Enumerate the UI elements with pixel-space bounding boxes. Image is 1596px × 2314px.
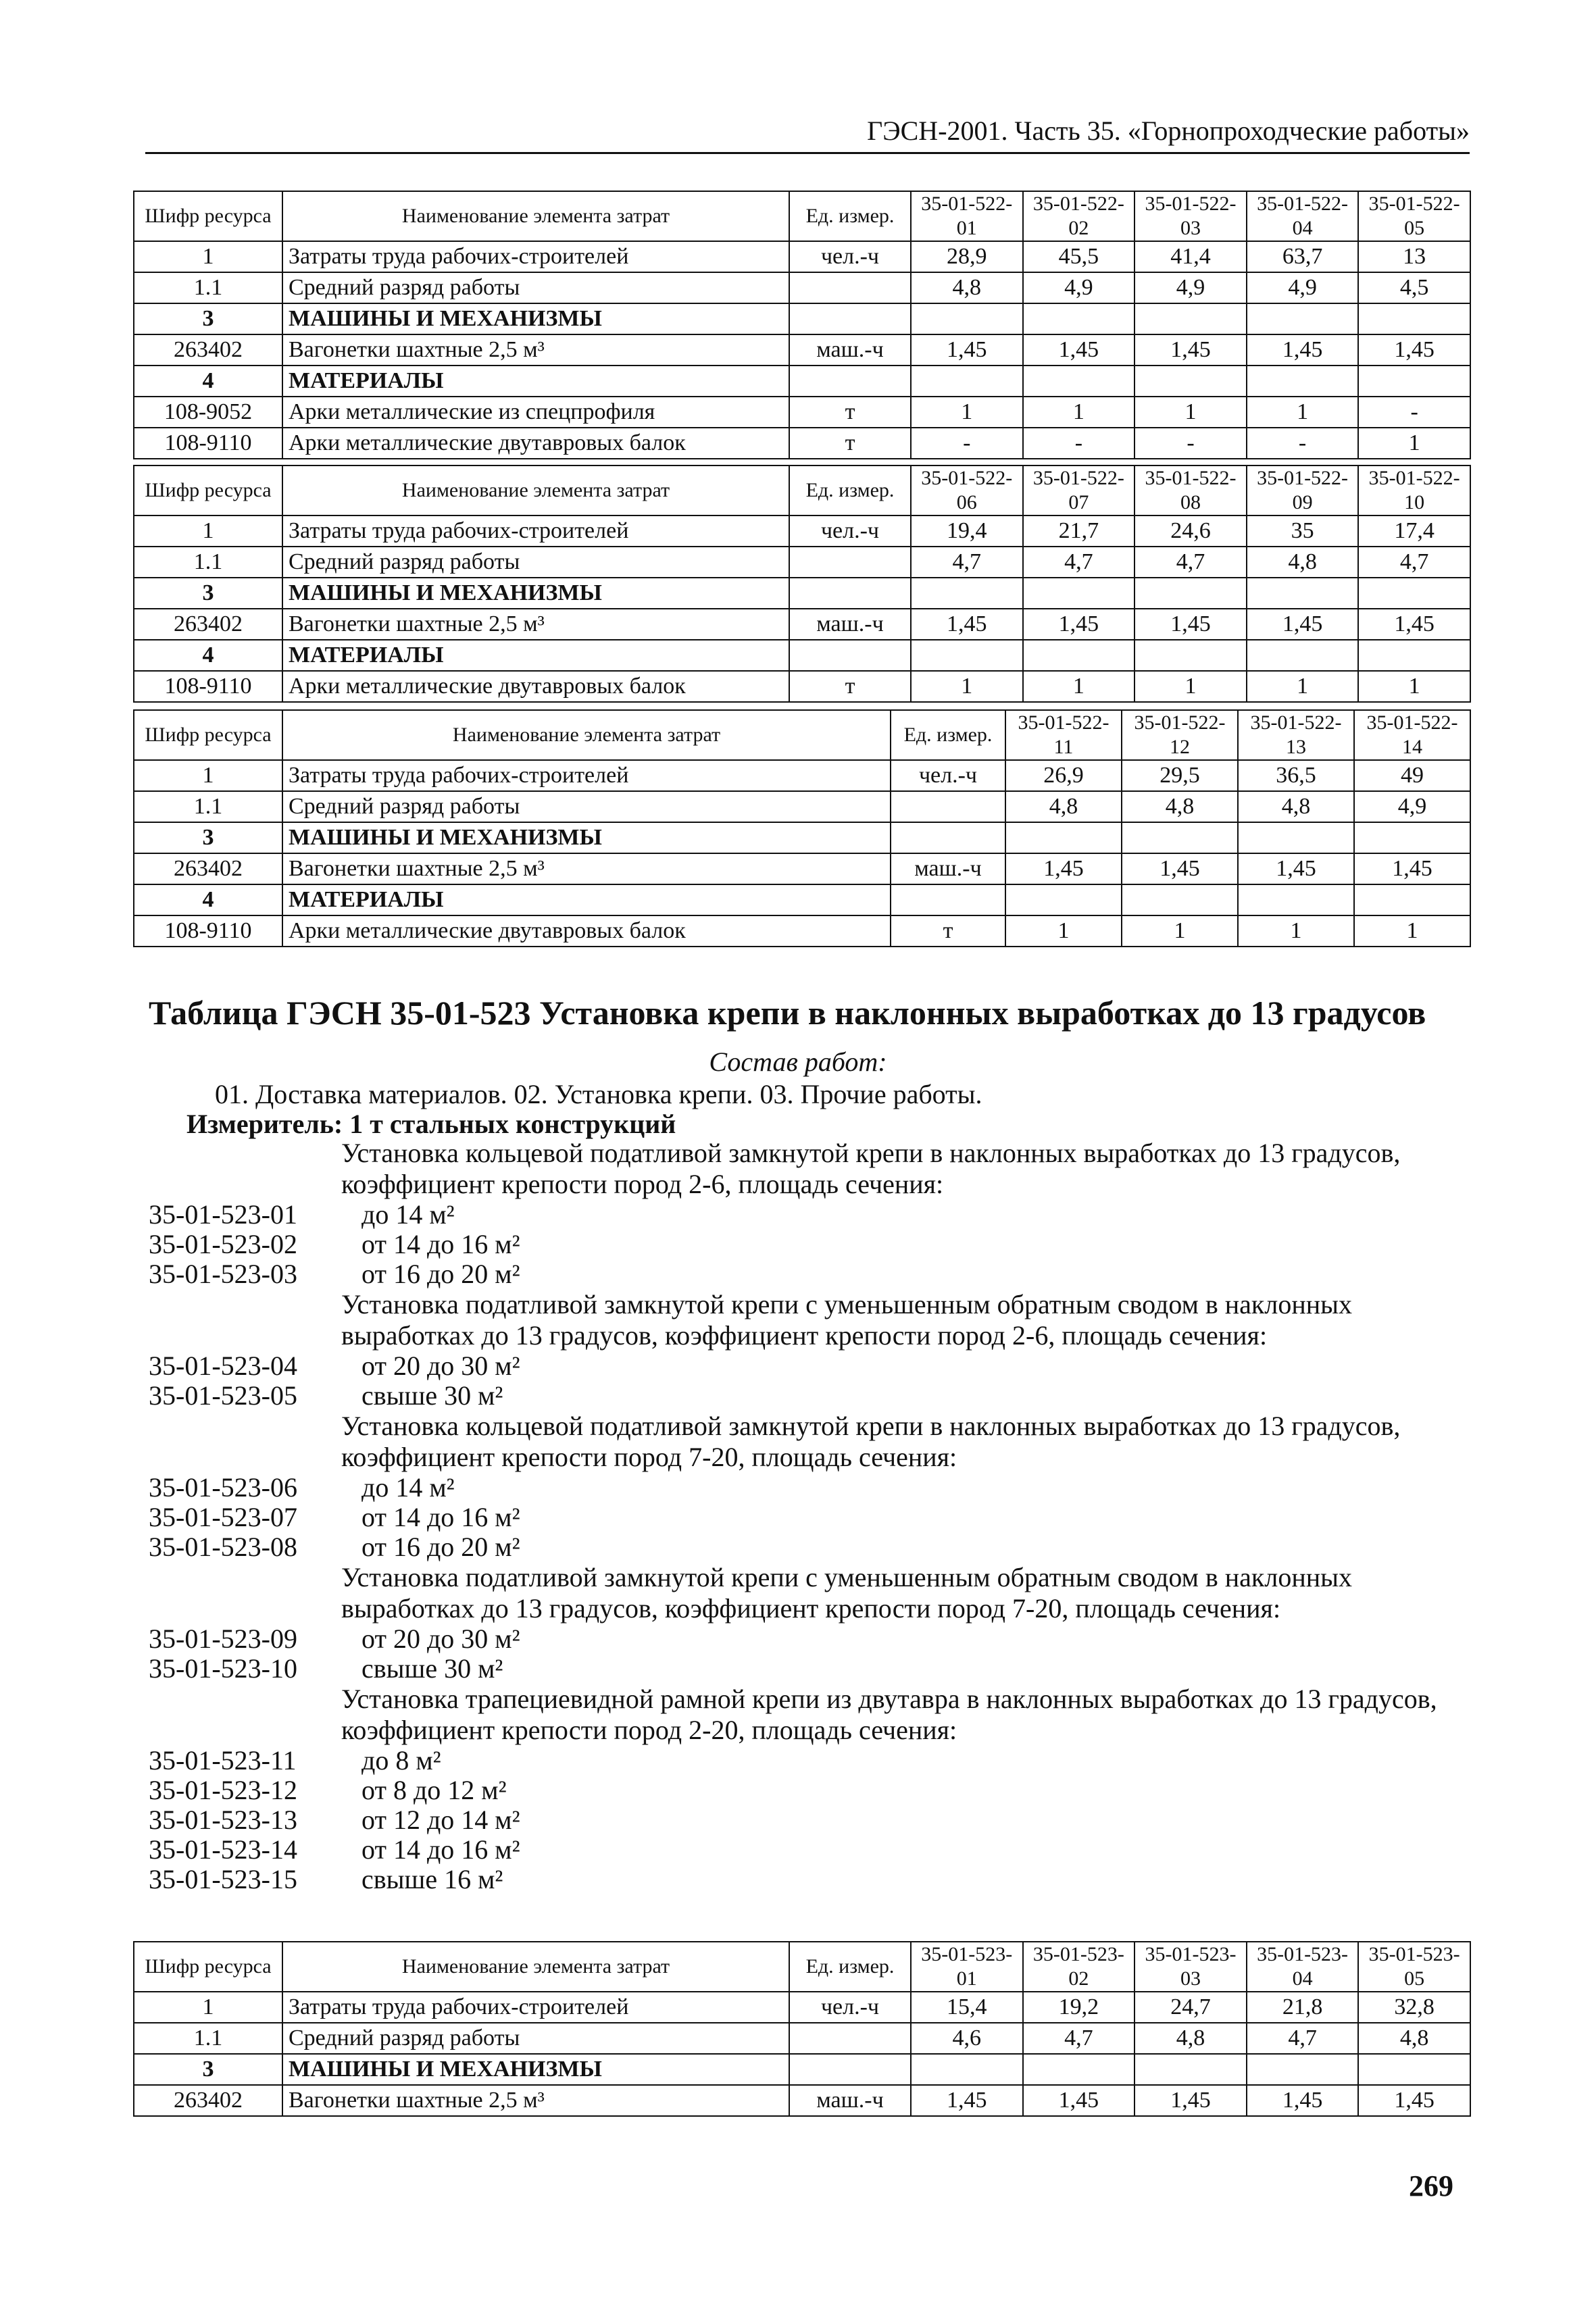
unit-of-measure	[789, 2054, 911, 2085]
header-norm-code: 35-01-522-12	[1122, 710, 1238, 760]
resource-code: 4	[134, 884, 282, 915]
norm-value: 1,45	[1247, 609, 1359, 640]
norm-value: 21,7	[1023, 515, 1135, 547]
header-norm-code: 35-01-522-02	[1023, 191, 1135, 241]
resource-code: 3	[134, 303, 282, 334]
table-row	[134, 640, 1470, 671]
cost-element-name: МАШИНЫ И МЕХАНИЗМЫ	[282, 578, 789, 609]
resource-code: 1	[134, 515, 282, 547]
list-item	[149, 1624, 1473, 1654]
norm-value: 4,7	[1134, 547, 1247, 578]
header-code: Шифр ресурса	[134, 710, 282, 760]
unit-of-measure	[789, 366, 911, 397]
unit-of-measure	[789, 2023, 911, 2054]
norm-value	[1238, 884, 1354, 915]
resource-code: 108-9052	[134, 397, 282, 428]
resource-code: 1.1	[134, 272, 282, 303]
norm-value: 1	[911, 397, 1023, 428]
norm-value: 13	[1358, 241, 1470, 272]
norm-value: 4,8	[1005, 791, 1122, 822]
norm-value	[1358, 640, 1470, 671]
unit-of-measure: чел.-ч	[891, 760, 1005, 791]
norm-value: -	[1358, 397, 1470, 428]
norm-value: 49	[1354, 760, 1470, 791]
table-header-row	[134, 710, 1470, 760]
norm-value: 4,9	[1134, 272, 1247, 303]
resource-code: 3	[134, 822, 282, 853]
norm-code: 35-01-523-15	[149, 1864, 297, 1894]
header-unit: Ед. измер.	[789, 466, 911, 515]
list-item	[149, 1654, 1473, 1684]
cost-element-name: Средний разряд работы	[282, 547, 789, 578]
norm-value: 4,9	[1354, 791, 1470, 822]
norm-value: 4,8	[1238, 791, 1354, 822]
header-name: Наименование элемента затрат	[282, 1942, 789, 1992]
norm-value	[911, 366, 1023, 397]
norm-value: 36,5	[1238, 760, 1354, 791]
norm-value: 4,7	[1023, 547, 1135, 578]
list-item	[149, 1381, 1473, 1411]
section-area: свыше 30 м²	[361, 1380, 503, 1411]
table-header-row	[134, 191, 1470, 241]
norm-value: -	[1023, 428, 1135, 459]
header-norm-code: 35-01-522-13	[1238, 710, 1354, 760]
cost-element-name: Арки металлические двутавровых балок	[282, 915, 891, 947]
resource-code: 1	[134, 760, 282, 791]
norm-value	[1247, 2054, 1359, 2085]
norm-value: 1	[1238, 915, 1354, 947]
norm-code: 35-01-523-11	[149, 1745, 297, 1776]
norm-value: 1,45	[1134, 334, 1247, 366]
norm-value: -	[1134, 428, 1247, 459]
section-area: от 20 до 30 м²	[361, 1624, 520, 1654]
cost-element-name: МАТЕРИАЛЫ	[282, 884, 891, 915]
norm-value: 1	[1354, 915, 1470, 947]
table-row	[134, 791, 1470, 822]
list-item	[149, 1259, 1473, 1289]
group-description: Установка кольцевой податливой замкнутой крепи в наклонных выработках до 13 градусов, коэффициент крепости пород 2-6, площадь сечения:	[341, 1138, 1401, 1199]
cost-element-name: Вагонетки шахтные 2,5 м³	[282, 609, 789, 640]
norm-value: 29,5	[1122, 760, 1238, 791]
norm-value: 4,8	[1122, 791, 1238, 822]
list-item	[149, 1230, 1473, 1259]
norm-value	[1023, 2054, 1135, 2085]
norm-value: 4,8	[1247, 547, 1359, 578]
unit-of-measure	[789, 640, 911, 671]
header-norm-code: 35-01-523-01	[911, 1942, 1023, 1992]
unit-of-measure: маш.-ч	[789, 2085, 911, 2116]
table-row	[134, 515, 1470, 547]
section-area: от 16 до 20 м²	[361, 1259, 520, 1289]
norm-code: 35-01-523-07	[149, 1502, 297, 1532]
unit-of-measure: маш.-ч	[891, 853, 1005, 884]
section-area: от 8 до 12 м²	[361, 1775, 507, 1805]
norm-value: 1	[1122, 915, 1238, 947]
norm-value: 1,45	[911, 334, 1023, 366]
norm-value	[1358, 303, 1470, 334]
norm-value: 4,8	[1358, 2023, 1470, 2054]
norm-value: 4,7	[1247, 2023, 1359, 2054]
header-norm-code: 35-01-522-11	[1005, 710, 1122, 760]
header-name: Наименование элемента затрат	[282, 466, 789, 515]
unit-of-measure: т	[789, 671, 911, 702]
unit-of-measure	[891, 884, 1005, 915]
norm-value: 24,6	[1134, 515, 1247, 547]
table-row	[134, 272, 1470, 303]
norm-code: 35-01-523-13	[149, 1805, 297, 1835]
cost-element-name: Средний разряд работы	[282, 272, 789, 303]
page-number: 269	[1409, 2169, 1453, 2203]
norm-value: 1,45	[1247, 2085, 1359, 2116]
norm-value: 1,45	[911, 609, 1023, 640]
section-area: до 14 м²	[361, 1199, 455, 1230]
norm-value: 1,45	[1354, 853, 1470, 884]
norm-value	[1122, 884, 1238, 915]
table-row	[134, 853, 1470, 884]
header-code: Шифр ресурса	[134, 1942, 282, 1992]
section-area: от 20 до 30 м²	[361, 1351, 520, 1381]
norm-table-522-a	[133, 191, 1471, 459]
norm-value	[1134, 578, 1247, 609]
cost-element-name: Вагонетки шахтные 2,5 м³	[282, 334, 789, 366]
norm-value	[1023, 578, 1135, 609]
norm-value	[1122, 822, 1238, 853]
norm-value: 1,45	[1358, 2085, 1470, 2116]
norm-code: 35-01-523-12	[149, 1775, 297, 1805]
norm-value: 1,45	[1134, 2085, 1247, 2116]
norm-value: 45,5	[1023, 241, 1135, 272]
norm-value: 1	[1005, 915, 1122, 947]
norm-value: 1,45	[1238, 853, 1354, 884]
norm-code: 35-01-523-08	[149, 1532, 297, 1562]
unit-of-measure	[891, 791, 1005, 822]
resource-code: 108-9110	[134, 671, 282, 702]
table-row	[134, 366, 1470, 397]
norm-value	[1023, 640, 1135, 671]
norm-value	[1238, 822, 1354, 853]
norm-code: 35-01-523-02	[149, 1229, 297, 1259]
norm-value	[1134, 2054, 1247, 2085]
header-name: Наименование элемента затрат	[282, 710, 891, 760]
norm-value	[1358, 2054, 1470, 2085]
header-code: Шифр ресурса	[134, 191, 282, 241]
norm-value	[1247, 640, 1359, 671]
norm-value	[1354, 822, 1470, 853]
header-norm-code: 35-01-523-04	[1247, 1942, 1359, 1992]
work-composition-label: Состав работ:	[709, 1047, 887, 1077]
norm-table-523	[133, 1941, 1471, 2117]
unit-of-measure	[789, 547, 911, 578]
norm-code: 35-01-523-14	[149, 1834, 297, 1865]
norm-value	[1358, 366, 1470, 397]
section-area: до 14 м²	[361, 1472, 455, 1503]
unit-of-measure: т	[789, 397, 911, 428]
cost-element-name: Вагонетки шахтные 2,5 м³	[282, 2085, 789, 2116]
resource-code: 3	[134, 578, 282, 609]
norm-value: 4,9	[1247, 272, 1359, 303]
norm-value: 1,45	[1023, 609, 1135, 640]
norm-value: 1	[1358, 671, 1470, 702]
norm-value: 21,8	[1247, 1992, 1359, 2023]
norm-value: 4,8	[1134, 2023, 1247, 2054]
list-item	[149, 1835, 1473, 1865]
norm-value: 1,45	[1358, 334, 1470, 366]
norm-value: 1,45	[911, 2085, 1023, 2116]
table-row	[134, 1992, 1470, 2023]
unit-of-measure: чел.-ч	[789, 241, 911, 272]
header-norm-code: 35-01-523-05	[1358, 1942, 1470, 1992]
norm-value	[1005, 884, 1122, 915]
header-unit: Ед. измер.	[789, 1942, 911, 1992]
table-row	[134, 547, 1470, 578]
section-area: свыше 16 м²	[361, 1864, 503, 1894]
list-item	[149, 1351, 1473, 1381]
table-row	[134, 303, 1470, 334]
cost-element-name: Вагонетки шахтные 2,5 м³	[282, 853, 891, 884]
cost-element-name: Затраты труда рабочих-строителей	[282, 760, 891, 791]
norm-code: 35-01-523-06	[149, 1472, 297, 1503]
norm-value: 1	[1134, 671, 1247, 702]
resource-code: 1.1	[134, 791, 282, 822]
unit-of-measure	[789, 272, 911, 303]
norm-value: 1,45	[1134, 609, 1247, 640]
norm-table-522-c	[133, 709, 1471, 947]
section-area: от 14 до 16 м²	[361, 1502, 520, 1532]
table-row	[134, 609, 1470, 640]
table-row	[134, 428, 1470, 459]
header-norm-code: 35-01-522-06	[911, 466, 1023, 515]
header-name: Наименование элемента затрат	[282, 191, 789, 241]
unit-of-measure: чел.-ч	[789, 515, 911, 547]
running-header: ГЭСН-2001. Часть 35. «Горнопроходческие работы»	[145, 115, 1470, 154]
unit-of-measure: т	[789, 428, 911, 459]
cost-element-name: Арки металлические двутавровых балок	[282, 671, 789, 702]
table-row	[134, 2023, 1470, 2054]
cost-element-name: Средний разряд работы	[282, 2023, 789, 2054]
unit-of-measure: маш.-ч	[789, 334, 911, 366]
table-row	[134, 822, 1470, 853]
norm-value: 28,9	[911, 241, 1023, 272]
norm-code: 35-01-523-05	[149, 1380, 297, 1411]
norm-value: 35	[1247, 515, 1359, 547]
norm-value	[1134, 366, 1247, 397]
norm-value	[1134, 303, 1247, 334]
norm-value: 17,4	[1358, 515, 1470, 547]
section-area: от 12 до 14 м²	[361, 1805, 520, 1835]
norm-value: 32,8	[1358, 1992, 1470, 2023]
table-row	[134, 397, 1470, 428]
list-item	[149, 1865, 1473, 1894]
resource-code: 3	[134, 2054, 282, 2085]
norm-value: 19,2	[1023, 1992, 1135, 2023]
norm-value: 1	[1134, 397, 1247, 428]
header-norm-code: 35-01-522-04	[1247, 191, 1359, 241]
resource-code: 108-9110	[134, 428, 282, 459]
table-row	[134, 2054, 1470, 2085]
norm-code-list	[149, 1138, 1473, 1894]
work-composition: 01. Доставка материалов. 02. Установка крепи. 03. Прочие работы.	[215, 1079, 982, 1109]
resource-code: 263402	[134, 2085, 282, 2116]
table-row	[134, 884, 1470, 915]
header-unit: Ед. измер.	[891, 710, 1005, 760]
header-norm-code: 35-01-523-02	[1023, 1942, 1135, 1992]
header-norm-code: 35-01-522-14	[1354, 710, 1470, 760]
norm-value	[1247, 303, 1359, 334]
cost-element-name: Арки металлические двутавровых балок	[282, 428, 789, 459]
norm-value	[1247, 578, 1359, 609]
unit-of-measure: т	[891, 915, 1005, 947]
table-row	[134, 241, 1470, 272]
norm-value: 1,45	[1247, 334, 1359, 366]
header-unit: Ед. измер.	[789, 191, 911, 241]
norm-value: 4,7	[1358, 547, 1470, 578]
norm-table-522-b	[133, 465, 1471, 703]
resource-code: 263402	[134, 609, 282, 640]
norm-value: 1	[1023, 397, 1135, 428]
table-header-row	[134, 1942, 1470, 1992]
resource-code: 4	[134, 366, 282, 397]
header-code: Шифр ресурса	[134, 466, 282, 515]
cost-element-name: МАШИНЫ И МЕХАНИЗМЫ	[282, 822, 891, 853]
norm-value	[911, 303, 1023, 334]
norm-value: -	[911, 428, 1023, 459]
table-row	[134, 334, 1470, 366]
header-norm-code: 35-01-522-05	[1358, 191, 1470, 241]
resource-code: 1	[134, 1992, 282, 2023]
resource-code: 1	[134, 241, 282, 272]
table-row	[134, 578, 1470, 609]
norm-value	[1134, 640, 1247, 671]
norm-value: 1,45	[1122, 853, 1238, 884]
section-area: до 8 м²	[361, 1745, 441, 1776]
table-row	[134, 2085, 1470, 2116]
norm-value: 1,45	[1023, 2085, 1135, 2116]
resource-code: 263402	[134, 853, 282, 884]
norm-value: 1	[1247, 671, 1359, 702]
norm-value: 4,9	[1023, 272, 1135, 303]
header-norm-code: 35-01-523-03	[1134, 1942, 1247, 1992]
cost-element-name: МАТЕРИАЛЫ	[282, 640, 789, 671]
list-item	[149, 1776, 1473, 1805]
unit-of-measure	[891, 822, 1005, 853]
norm-value: 41,4	[1134, 241, 1247, 272]
norm-code: 35-01-523-03	[149, 1259, 297, 1289]
norm-value: 4,8	[911, 272, 1023, 303]
cost-element-name: Арки металлические из спецпрофиля	[282, 397, 789, 428]
norm-value	[911, 640, 1023, 671]
norm-value	[1247, 366, 1359, 397]
cost-element-name: Затраты труда рабочих-строителей	[282, 1992, 789, 2023]
list-item	[149, 1746, 1473, 1776]
norm-value	[911, 578, 1023, 609]
norm-code: 35-01-523-04	[149, 1351, 297, 1381]
header-norm-code: 35-01-522-09	[1247, 466, 1359, 515]
measurement-unit: Измеритель: 1 т стальных конструкций	[186, 1109, 676, 1139]
norm-value: 1,45	[1023, 334, 1135, 366]
norm-code: 35-01-523-01	[149, 1199, 297, 1230]
norm-value	[1023, 303, 1135, 334]
section-area: от 16 до 20 м²	[361, 1532, 520, 1562]
table-header-row	[134, 466, 1470, 515]
norm-value	[911, 2054, 1023, 2085]
group-description: Установка трапециевидной рамной крепи из двутавра в наклонных выработках до 13 градусов, коэффициент крепости пород 2-20, площадь сечения:	[341, 1684, 1437, 1745]
cost-element-name: МАШИНЫ И МЕХАНИЗМЫ	[282, 303, 789, 334]
cost-element-name: Средний разряд работы	[282, 791, 891, 822]
norm-value	[1023, 366, 1135, 397]
table-row	[134, 671, 1470, 702]
header-norm-code: 35-01-522-03	[1134, 191, 1247, 241]
resource-code: 1.1	[134, 547, 282, 578]
norm-value: 1,45	[1005, 853, 1122, 884]
norm-value: 1	[911, 671, 1023, 702]
list-item	[149, 1473, 1473, 1503]
section-title: Таблица ГЭСН 35-01-523 Установка крепи в наклонных выработках до 13 градусов	[149, 994, 1426, 1032]
norm-value: 1,45	[1358, 609, 1470, 640]
norm-value: 19,4	[911, 515, 1023, 547]
norm-value: 26,9	[1005, 760, 1122, 791]
list-item	[149, 1503, 1473, 1532]
norm-value	[1358, 578, 1470, 609]
list-item	[149, 1805, 1473, 1835]
unit-of-measure: маш.-ч	[789, 609, 911, 640]
group-description: Установка податливой замкнутой крепи с уменьшенным обратным сводом в наклонных выработках до 13 градусов, коэффициент крепости пород 7-20, площадь сечения:	[341, 1562, 1353, 1624]
norm-value: 4,5	[1358, 272, 1470, 303]
norm-value: 1	[1023, 671, 1135, 702]
norm-value: -	[1247, 428, 1359, 459]
table-row	[134, 760, 1470, 791]
norm-value: 63,7	[1247, 241, 1359, 272]
header-norm-code: 35-01-522-10	[1358, 466, 1470, 515]
unit-of-measure	[789, 303, 911, 334]
table-row	[134, 915, 1470, 947]
norm-code: 35-01-523-10	[149, 1653, 297, 1684]
norm-value: 1	[1247, 397, 1359, 428]
section-area: от 14 до 16 м²	[361, 1834, 520, 1865]
section-area: свыше 30 м²	[361, 1653, 503, 1684]
norm-code: 35-01-523-09	[149, 1624, 297, 1654]
resource-code: 1.1	[134, 2023, 282, 2054]
resource-code: 4	[134, 640, 282, 671]
norm-value: 1	[1358, 428, 1470, 459]
cost-element-name: МАТЕРИАЛЫ	[282, 366, 789, 397]
cost-element-name: МАШИНЫ И МЕХАНИЗМЫ	[282, 2054, 789, 2085]
header-norm-code: 35-01-522-07	[1023, 466, 1135, 515]
norm-value: 15,4	[911, 1992, 1023, 2023]
norm-value: 4,7	[1023, 2023, 1135, 2054]
norm-value	[1005, 822, 1122, 853]
norm-value: 24,7	[1134, 1992, 1247, 2023]
list-item	[149, 1532, 1473, 1562]
group-description: Установка податливой замкнутой крепи с уменьшенным обратным сводом в наклонных выработках до 13 градусов, коэффициент крепости пород 2-6, площадь сечения:	[341, 1289, 1353, 1351]
group-description: Установка кольцевой податливой замкнутой крепи в наклонных выработках до 13 градусов, коэффициент крепости пород 7-20, площадь сечения:	[341, 1411, 1401, 1472]
cost-element-name: Затраты труда рабочих-строителей	[282, 241, 789, 272]
resource-code: 263402	[134, 334, 282, 366]
norm-value: 4,6	[911, 2023, 1023, 2054]
resource-code: 108-9110	[134, 915, 282, 947]
header-norm-code: 35-01-522-01	[911, 191, 1023, 241]
unit-of-measure: чел.-ч	[789, 1992, 911, 2023]
list-item	[149, 1200, 1473, 1230]
norm-value: 4,7	[911, 547, 1023, 578]
header-norm-code: 35-01-522-08	[1134, 466, 1247, 515]
unit-of-measure	[789, 578, 911, 609]
section-area: от 14 до 16 м²	[361, 1229, 520, 1259]
norm-value	[1354, 884, 1470, 915]
cost-element-name: Затраты труда рабочих-строителей	[282, 515, 789, 547]
